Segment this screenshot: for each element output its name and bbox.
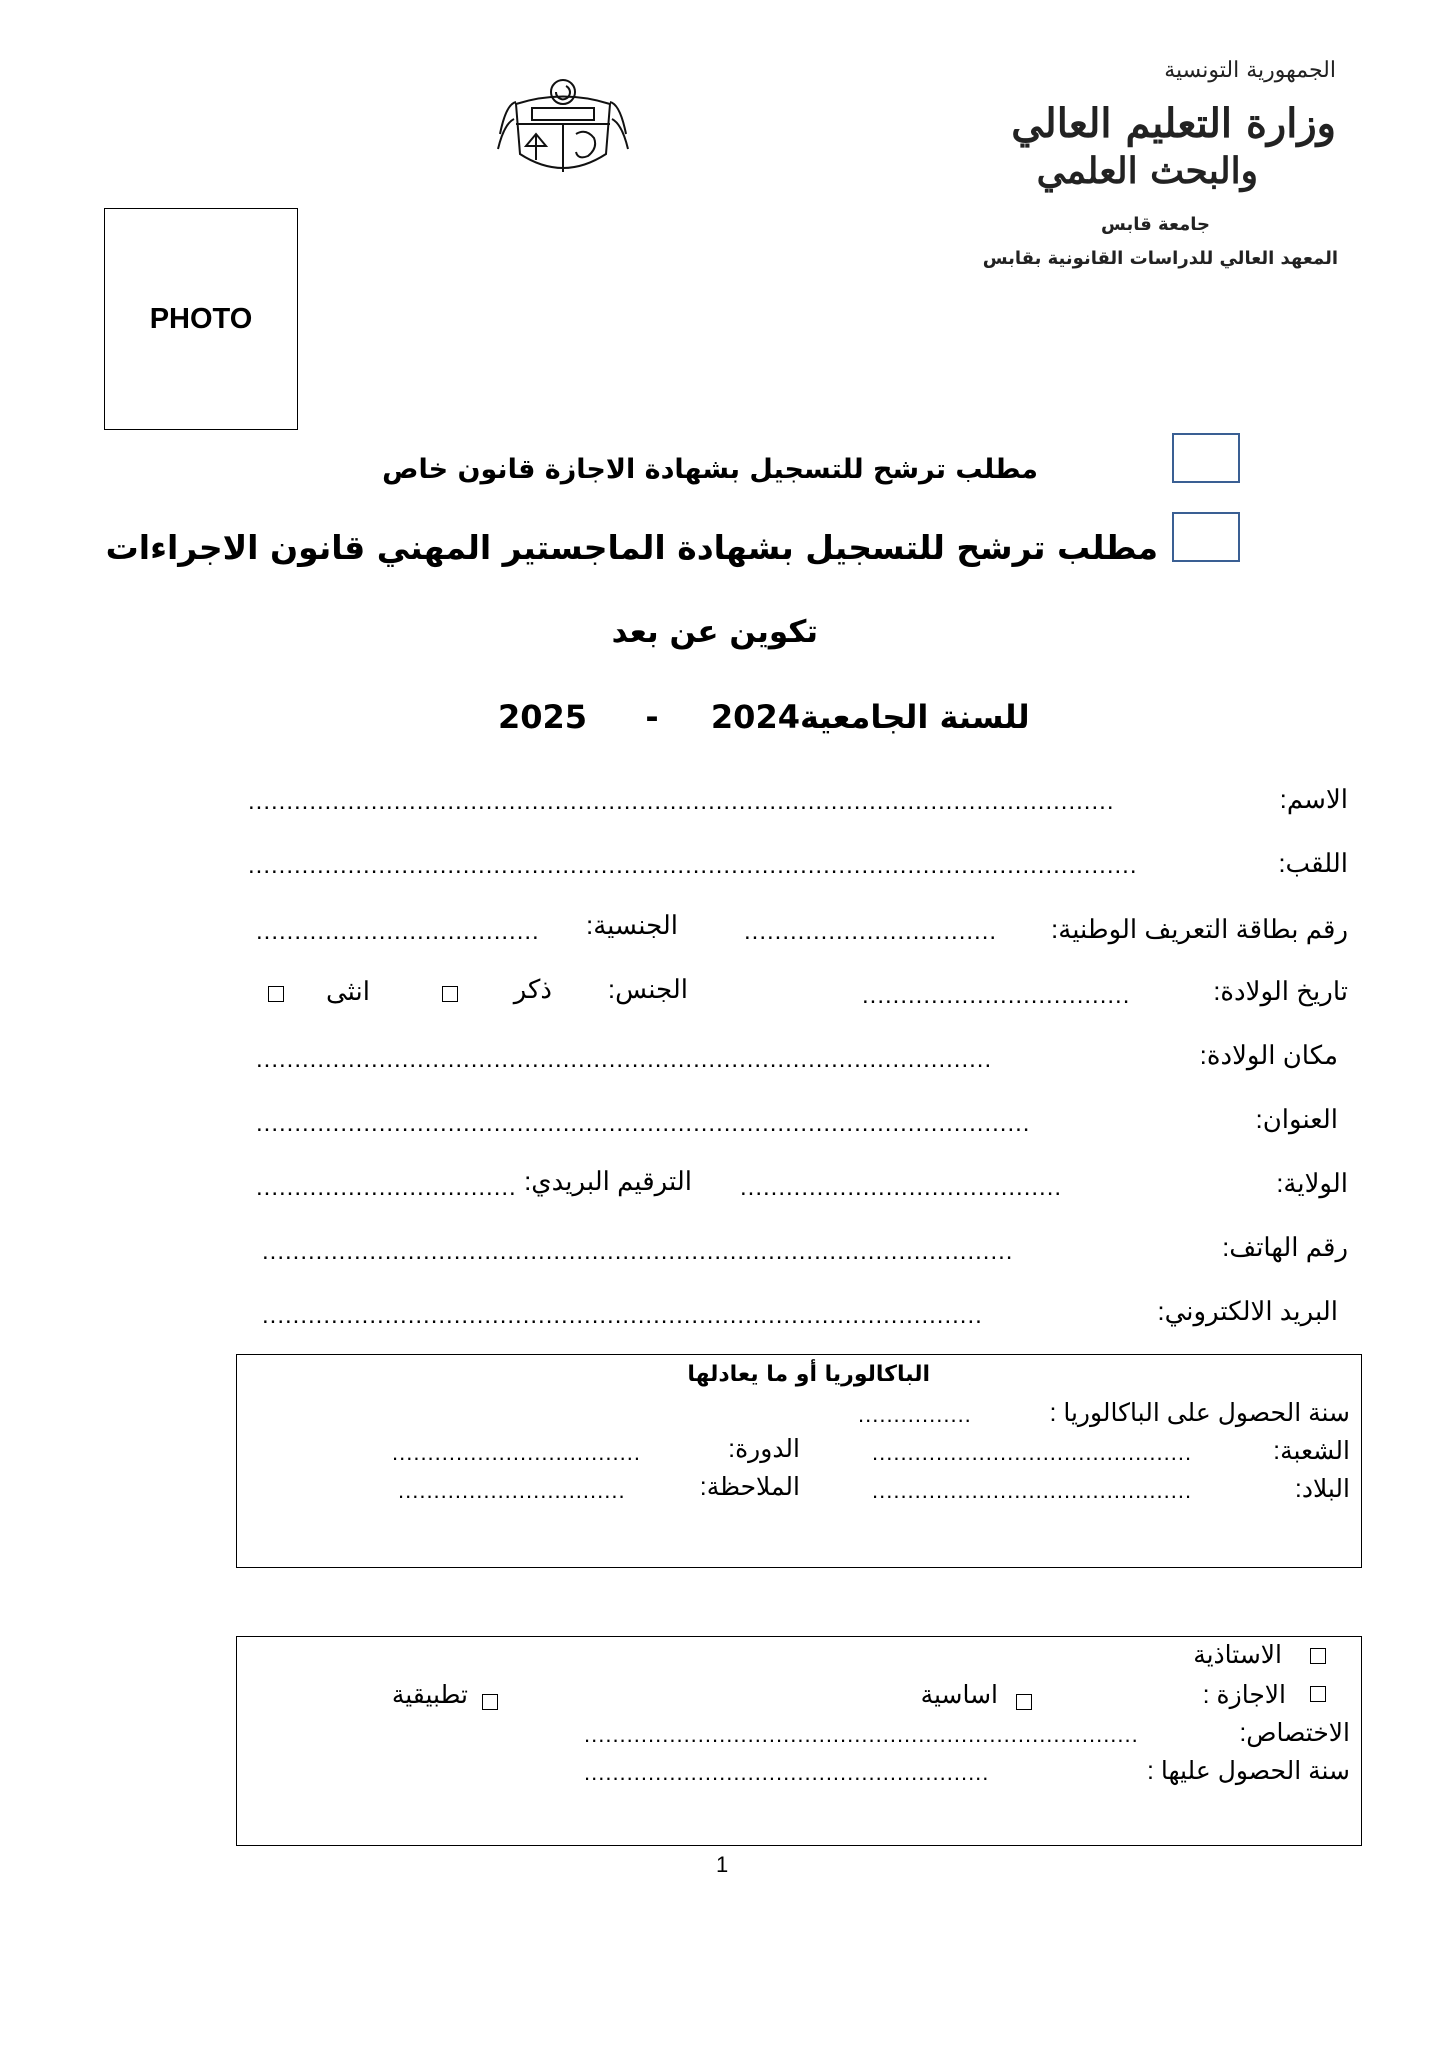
applied-checkbox[interactable] xyxy=(482,1694,498,1710)
header-ministry-line1: وزارة التعليم العالي xyxy=(1011,100,1336,147)
postal-code-label: الترقيم البريدي: xyxy=(524,1166,692,1196)
bac-country-label: البلاد: xyxy=(1294,1475,1350,1503)
fundamental-label: اساسية xyxy=(920,1681,998,1709)
photo-box xyxy=(104,208,298,430)
bac-country-input[interactable]: ............................................. xyxy=(872,1478,1193,1503)
bac-year-input[interactable]: ................ xyxy=(858,1402,972,1427)
degree-year-label: سنة الحصول عليها : xyxy=(1146,1757,1350,1785)
male-label: ذكر xyxy=(513,974,552,1004)
state-label: الولاية: xyxy=(1276,1168,1348,1198)
bac-mention-input[interactable]: ................................ xyxy=(398,1478,626,1503)
title-option1: مطلب ترشح للتسجيل بشهادة الاجازة قانون خاص xyxy=(382,454,1038,485)
nationality-input[interactable]: ..................................... xyxy=(256,918,540,945)
degree-year-input[interactable]: ......................................................... xyxy=(584,1760,990,1785)
title-mode: تكوين عن بعد xyxy=(611,614,818,650)
bac-mention-label: الملاحظة: xyxy=(699,1473,800,1501)
nationality-label: الجنسية: xyxy=(586,910,678,940)
surname-input[interactable]: .................................................................................................................... xyxy=(248,852,1138,879)
bac-year-label: سنة الحصول على الباكالوريا : xyxy=(1049,1399,1350,1427)
year-prefix: للسنة الجامعية xyxy=(799,698,1030,736)
year-dash: - xyxy=(645,698,659,736)
bac-section-input[interactable]: ............................................. xyxy=(872,1440,1193,1465)
year-end: 2025 xyxy=(498,698,588,736)
year-start: 2024 xyxy=(710,698,800,736)
header-ministry-line2: والبحث العلمي xyxy=(1036,150,1258,192)
id-card-label: رقم بطاقة التعريف الوطنية: xyxy=(1051,914,1348,944)
bac-section-label: الشعبة: xyxy=(1273,1437,1350,1465)
female-checkbox[interactable] xyxy=(268,986,284,1002)
option1-checkbox[interactable] xyxy=(1172,433,1240,483)
fundamental-checkbox[interactable] xyxy=(1016,1694,1032,1710)
postal-code-input[interactable]: .................................. xyxy=(256,1174,517,1201)
photo-label: PHOTO xyxy=(149,302,253,335)
birth-place-label: مكان الولادة: xyxy=(1199,1040,1338,1070)
address-input[interactable]: ..................................................................................................... xyxy=(256,1110,1031,1137)
bac-title: الباكالوريا أو ما يعادلها xyxy=(687,1362,930,1387)
phone-input[interactable]: .................................................................................................. xyxy=(262,1238,1014,1265)
applied-label: تطبيقية xyxy=(391,1681,468,1709)
header-republic: الجمهورية التونسية xyxy=(1164,58,1336,83)
header-institute: المعهد العالي للدراسات القانونية بقابس xyxy=(982,248,1338,269)
birth-date-label: تاريخ الولادة: xyxy=(1213,976,1348,1006)
licence-checkbox[interactable] xyxy=(1310,1686,1326,1702)
email-input[interactable]: .............................................................................................. xyxy=(262,1302,983,1329)
licence-label: الاجازة : xyxy=(1202,1681,1286,1709)
phone-label: رقم الهاتف: xyxy=(1222,1232,1348,1262)
surname-label: اللقب: xyxy=(1278,848,1348,878)
birth-place-input[interactable]: ................................................................................................ xyxy=(256,1046,993,1073)
email-label: البريد الالكتروني: xyxy=(1157,1296,1338,1326)
header-university: جامعة قابس xyxy=(1101,214,1210,235)
title-option2: مطلب ترشح للتسجيل بشهادة الماجستير المهني قانون الاجراءات xyxy=(105,528,1158,567)
male-checkbox[interactable] xyxy=(442,986,458,1002)
state-input[interactable]: .......................................... xyxy=(740,1174,1063,1201)
gender-label: الجنس: xyxy=(607,974,688,1004)
id-card-input[interactable]: ................................. xyxy=(744,918,998,945)
bac-session-label: الدورة: xyxy=(728,1435,800,1463)
page-number: 1 xyxy=(716,1852,729,1877)
tunisia-emblem-icon xyxy=(496,64,630,182)
female-label: انثى xyxy=(326,976,370,1006)
option2-checkbox[interactable] xyxy=(1172,512,1240,562)
bac-session-input[interactable]: ................................... xyxy=(392,1440,641,1465)
birth-date-input[interactable]: ................................... xyxy=(862,982,1131,1009)
name-label: الاسم: xyxy=(1279,784,1348,814)
specialty-label: الاختصاص: xyxy=(1239,1719,1350,1747)
masters-label: الاستاذية xyxy=(1193,1641,1282,1669)
title-year xyxy=(498,698,1030,736)
specialty-input[interactable]: .............................................................................. xyxy=(584,1722,1139,1747)
name-input[interactable]: ................................................................................................................. xyxy=(248,788,1115,815)
address-label: العنوان: xyxy=(1255,1104,1338,1134)
masters-checkbox[interactable] xyxy=(1310,1648,1326,1664)
